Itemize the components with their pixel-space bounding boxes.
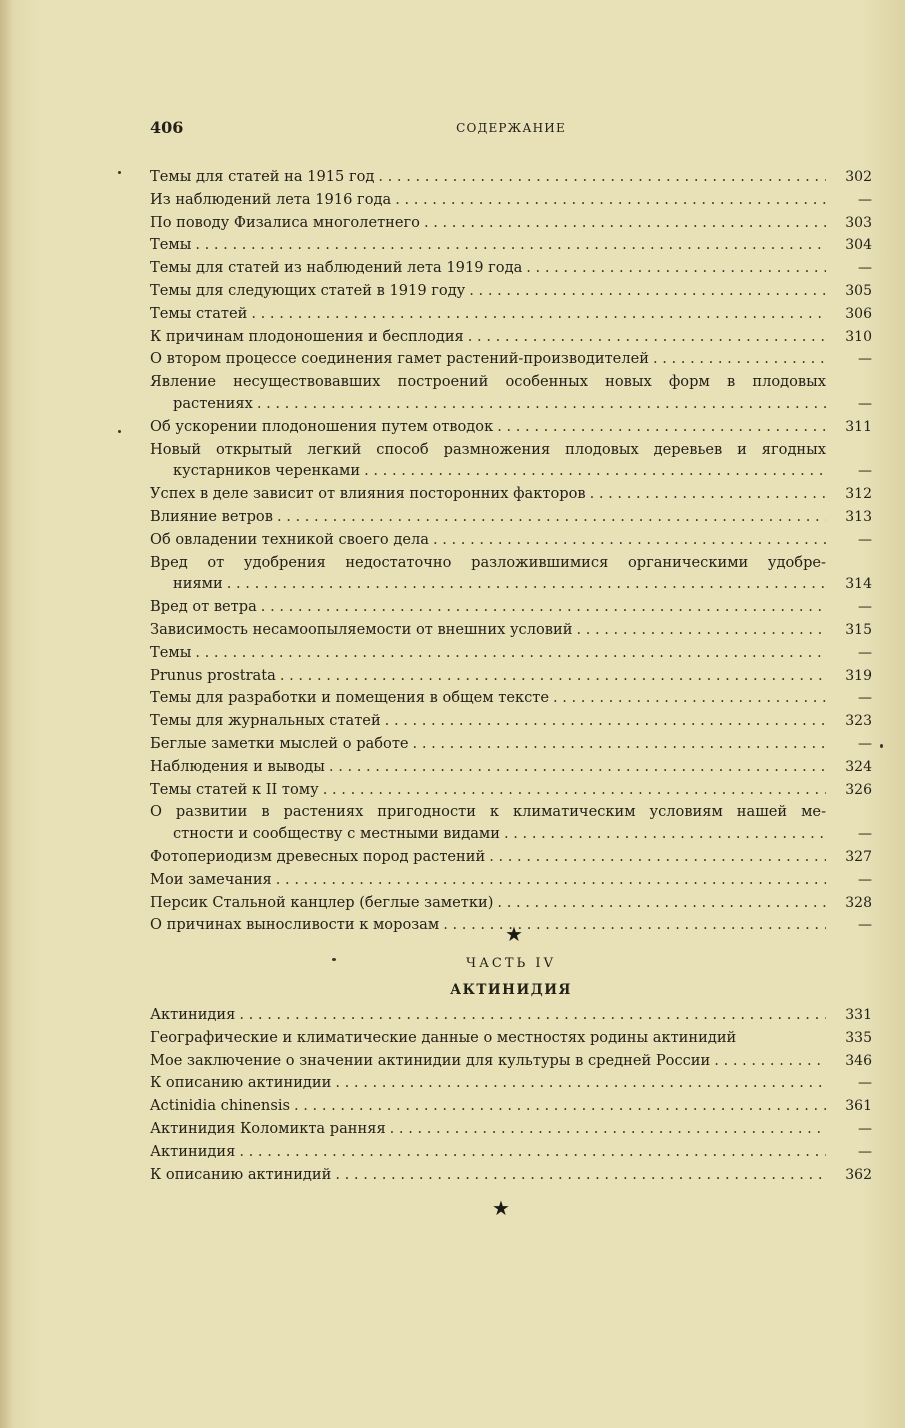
toc-entry-page: — [858, 531, 872, 548]
toc-entry-page: 302 [845, 169, 872, 185]
toc-entry-title: Темы статей к II тому [150, 780, 319, 798]
toc-entry [150, 189, 872, 212]
toc-entry-title: Успех в деле зависит от влияния посторонних факторов [150, 485, 586, 503]
toc-entry-page: 315 [845, 621, 872, 638]
dot-leader [335, 1164, 826, 1186]
dot-leader [497, 892, 826, 914]
page-header [150, 118, 872, 142]
dot-leader [195, 642, 826, 664]
toc-entry-page: — [858, 599, 872, 616]
toc-entry-title: Зависимость несамоопыляемости от внешних условий [150, 620, 573, 638]
toc-entry [150, 756, 872, 779]
toc-entry-title: О втором процессе соединения гамет растений-производителей [150, 350, 649, 368]
toc-entry-title-line1: Новый открытый легкий способ размножения плодовых деревьев и ягодных [150, 440, 826, 458]
toc-entry [150, 234, 872, 257]
toc-entry-title: Темы для следующих статей в 1919 году [150, 281, 466, 299]
toc-entry-title-line1: Вред от удобрения недостаточно разложившимися органическими удобре- [150, 553, 826, 571]
toc-entry-page: 313 [845, 508, 872, 525]
dot-leader [364, 460, 826, 482]
toc-entry-title: Персик Стальной канцлер (беглые заметки) [150, 893, 494, 911]
toc-entry-title: Наблюдения и выводы [150, 757, 325, 775]
toc-entry-title: Prunus prostrata [150, 666, 276, 684]
toc-entry-page: — [858, 735, 872, 752]
toc-entry [150, 1141, 872, 1164]
toc-entry-title-line1: Явление несуществовавших построений особенных новых форм в плодовых [150, 373, 826, 391]
dot-leader [576, 619, 826, 641]
toc-entry [150, 619, 872, 642]
dot-leader [553, 687, 826, 709]
toc-entry [150, 596, 872, 619]
dot-leader [433, 529, 826, 551]
toc-entry-page: — [858, 351, 872, 368]
toc-entry [150, 439, 872, 484]
toc-entry-page: 362 [845, 1166, 872, 1183]
dot-leader [489, 846, 826, 868]
dot-leader [276, 869, 826, 891]
star-divider-bottom: ★ [492, 1196, 510, 1220]
dot-leader [504, 823, 826, 845]
toc-entry [150, 687, 872, 710]
toc-entry [150, 1050, 872, 1073]
paper-speck [118, 171, 121, 174]
toc-entry-page: — [858, 917, 872, 934]
dot-leader [469, 280, 826, 302]
toc-entry-title: По поводу Физалиса многолетнего [150, 213, 420, 231]
dot-leader [329, 756, 826, 778]
toc-entry [150, 1118, 872, 1141]
toc-entry-title: Об овладении техникой своего дела [150, 530, 429, 548]
toc-entry-title: Темы для журнальных статей [150, 712, 381, 730]
toc-entry-title: Темы для статей из наблюдений лета 1919 года [150, 259, 523, 277]
toc-entry [150, 1072, 872, 1095]
toc-entry-title: Темы [150, 236, 192, 254]
paper-speck [880, 744, 883, 748]
dot-leader [395, 189, 826, 211]
toc-entry [150, 1164, 872, 1187]
dot-leader [497, 416, 826, 438]
toc-entry-page: 361 [845, 1098, 872, 1115]
toc-entry-title-line2: ниями [173, 575, 223, 593]
toc-entry-page: — [858, 826, 872, 843]
toc-entry-title: Географические и климатические данные о местностях родины актинидий [150, 1028, 737, 1046]
toc-entry-page: — [858, 1143, 872, 1160]
toc-entry [150, 166, 872, 189]
dot-leader [443, 914, 826, 936]
toc-entry-title: Об ускорении плодоношения путем отводок [150, 417, 494, 435]
dot-leader [714, 1050, 826, 1072]
dot-leader [335, 1072, 826, 1094]
dot-leader [424, 212, 826, 234]
toc-entry-title: Беглые заметки мыслей о работе [150, 734, 409, 752]
toc-entry [150, 280, 872, 303]
toc-entry-title: Темы [150, 643, 192, 661]
dot-leader [239, 1004, 826, 1026]
dot-leader [195, 234, 826, 256]
toc-entry-page: 323 [845, 713, 872, 730]
toc-entry-page: 319 [845, 667, 872, 684]
toc-entry [150, 846, 872, 869]
toc-entry-title: Вред от ветра [150, 598, 257, 616]
toc-entry-title-line2: растениях [173, 394, 253, 412]
toc-entry [150, 1004, 872, 1027]
toc-entry-page: — [858, 191, 872, 208]
running-title: СОДЕРЖАНИЕ [456, 121, 566, 135]
toc-entry-title: Актинидия [150, 1006, 236, 1023]
dot-leader [468, 326, 826, 348]
toc-entry [150, 869, 872, 892]
toc-entry-title-line2: кустарников черенками [173, 462, 361, 480]
toc-entry-page: 335 [845, 1029, 872, 1046]
dot-leader [227, 573, 826, 595]
star-divider-top: ★ [505, 922, 523, 946]
toc-entry-title-line1: О развитии в растениях пригодности к климатическим условиям нашей ме- [150, 803, 826, 821]
toc-entry-title: К описанию актинидий [150, 1165, 332, 1183]
part-label: ЧАСТЬ IV [466, 956, 556, 971]
toc-entry [150, 506, 872, 529]
toc-entry-page: — [858, 463, 872, 480]
toc-entry [150, 552, 872, 597]
toc-entry-title: К причинам плодоношения и бесплодия [150, 327, 464, 345]
toc-entry-page: — [858, 871, 872, 888]
toc-entry-title: Мои замечания [150, 870, 272, 888]
toc-entry-page: 331 [845, 1007, 872, 1023]
page-number: 406 [150, 118, 184, 137]
toc-entry-page: 303 [845, 214, 872, 231]
dot-leader [239, 1141, 826, 1163]
toc-entry-title: Темы для разработки и помещения в общем тексте [150, 689, 549, 707]
toc-entry-page: 310 [845, 328, 872, 345]
dot-leader [261, 596, 826, 618]
toc-entry-page: 346 [845, 1052, 872, 1069]
dot-leader [323, 779, 826, 801]
toc-entry [150, 212, 872, 235]
toc-entry-title: Actinidia chinensis [150, 1097, 290, 1115]
paper-speck [118, 430, 121, 433]
dot-leader [413, 733, 826, 755]
toc-entry-title: Влияние ветров [150, 507, 273, 525]
toc-entry [150, 665, 872, 688]
toc-entry [150, 303, 872, 326]
toc-entry-page: 305 [845, 282, 872, 299]
toc-entry [150, 483, 872, 506]
dot-leader [251, 303, 826, 325]
toc-entry-title: Темы для статей на 1915 год [150, 168, 375, 185]
dot-leader [257, 393, 826, 415]
toc-entry-page: 304 [845, 237, 872, 254]
toc-entry-page: — [858, 260, 872, 277]
toc-entry [150, 710, 872, 733]
toc-entry-page: 314 [845, 576, 872, 593]
dot-leader [590, 483, 826, 505]
paper-speck [332, 958, 336, 961]
toc-entry-title: О причинах выносливости к морозам [150, 916, 440, 934]
toc-entry [150, 416, 872, 439]
dot-leader [390, 1118, 826, 1140]
toc-entry-title: Из наблюдений лета 1916 года [150, 190, 392, 208]
dot-leader [277, 506, 826, 528]
toc-entry-page: — [858, 644, 872, 661]
toc-entry-title-line2: стности и сообществу с местными видами [173, 825, 500, 843]
toc-entry-page: 327 [845, 848, 872, 865]
toc-entry-title: Мое заключение о значении актинидии для культуры в средней России [150, 1051, 711, 1069]
toc-entry [150, 642, 872, 665]
toc-entry-title: К описанию актинидии [150, 1074, 332, 1092]
toc-entry-title: Актинидия [150, 1142, 236, 1160]
toc-entry-title: Фотопериодизм древесных пород растений [150, 847, 486, 865]
part-title: АКТИНИДИЯ [450, 982, 572, 998]
toc-entry [150, 779, 872, 802]
dot-leader [653, 348, 826, 370]
dot-leader [294, 1095, 826, 1117]
dot-leader [526, 257, 826, 279]
toc-entry-page: 326 [845, 781, 872, 798]
toc-part-4 [150, 1004, 872, 1186]
toc-entry [150, 1027, 872, 1050]
toc-entry-title: Темы статей [150, 304, 248, 322]
toc-entry [150, 733, 872, 756]
toc-entry-title: Актинидия Коломикта ранняя [150, 1119, 386, 1137]
toc-entry-page: 306 [845, 305, 872, 322]
toc-entry [150, 1095, 872, 1118]
toc-entry [150, 892, 872, 915]
toc-entry-page: 312 [845, 486, 872, 503]
toc-entry [150, 371, 872, 416]
dot-leader [280, 665, 826, 687]
toc-entry [150, 348, 872, 371]
toc-part-3 [150, 166, 872, 937]
toc-entry-page: — [858, 1075, 872, 1092]
toc-entry [150, 326, 872, 349]
toc-entry-page: — [858, 1120, 872, 1137]
toc-entry-page: 328 [845, 894, 872, 911]
toc-entry [150, 529, 872, 552]
toc-entry [150, 801, 872, 846]
toc-entry-page: 311 [845, 418, 872, 435]
dot-leader [385, 710, 826, 732]
dot-leader [378, 166, 826, 188]
toc-entry-page: — [858, 690, 872, 707]
toc-entry [150, 257, 872, 280]
toc-entry-page: — [858, 395, 872, 412]
toc-entry-page: 324 [845, 758, 872, 775]
